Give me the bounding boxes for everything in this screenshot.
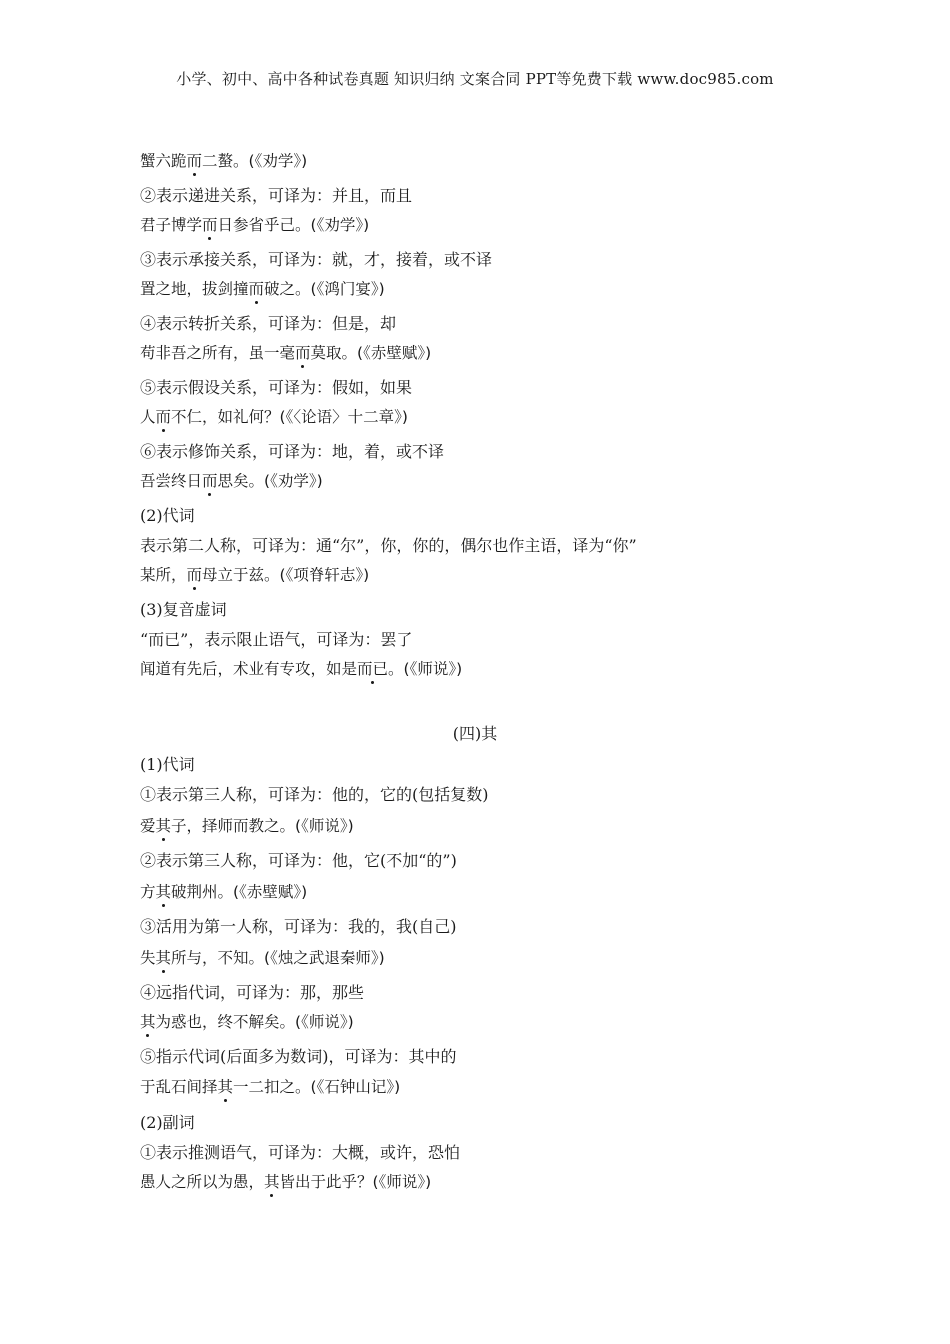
page-header: 小学、初中、高中各种试卷真题 知识归纳 文案合同 PPT等免费下载 www.doc985.com	[176, 70, 774, 88]
emphasis-char: 其	[264, 1173, 280, 1191]
emphasis-char: 其	[155, 817, 172, 835]
section-title: (四)其	[452, 724, 498, 743]
example-sentence: 蟹六跪而二螯。(《劝学》)	[140, 152, 308, 170]
usage-note: ⑤指示代词(后面多为数词)，可译为：其中的	[140, 1047, 457, 1066]
usage-note: ⑥表示修饰关系，可译为：地，着，或不译	[140, 442, 445, 461]
emphasis-char: 其	[217, 1078, 234, 1096]
subsection-heading: (2)副词	[140, 1113, 195, 1132]
emphasis-char: 而	[202, 472, 218, 490]
subsection-heading: (1)代词	[140, 755, 195, 774]
emphasis-char: 而已	[357, 660, 389, 678]
subsection-heading: (2)代词	[140, 506, 195, 525]
usage-note: “而已”，表示限止语气，可译为：罢了	[140, 630, 413, 649]
emphasis-char: 而	[295, 344, 311, 362]
usage-note: ④远指代词，可译为：那，那些	[140, 983, 365, 1002]
usage-note: ③活用为第一人称，可译为：我的，我(自己)	[140, 917, 457, 936]
example-sentence: 置之地，拔剑撞而破之。(《鸿门宴》)	[140, 280, 385, 298]
usage-note: ④表示转折关系，可译为：但是，却	[140, 314, 397, 333]
emphasis-char: 其	[155, 949, 172, 967]
example-sentence: 人而不仁，如礼何？(《〈论语〉十二章》)	[140, 408, 408, 426]
usage-note: 表示第二人称，可译为：通“尔”，你，你的，偶尔也作主语，译为“你”	[140, 536, 637, 555]
example-sentence: 爱其子，择师而教之。(《师说》)	[140, 817, 354, 835]
example-sentence: 吾尝终日而思矣。(《劝学》)	[140, 472, 323, 490]
example-sentence: 苟非吾之所有，虽一毫而莫取。(《赤壁赋》)	[140, 344, 432, 362]
usage-note: ①表示推测语气，可译为：大概，或许，恐怕	[140, 1143, 461, 1162]
emphasis-char: 而	[186, 566, 203, 584]
example-sentence: 方其破荆州。(《赤壁赋》)	[140, 883, 308, 901]
example-sentence: 其为惑也，终不解矣。(《师说》)	[140, 1013, 354, 1031]
example-sentence: 愚人之所以为愚，其皆出于此乎？(《师说》)	[140, 1173, 432, 1191]
emphasis-char: 其	[155, 883, 172, 901]
usage-note: ②表示递进关系，可译为：并且，而且	[140, 186, 413, 205]
example-sentence: 闻道有先后，术业有专攻，如是而已。(《师说》)	[140, 660, 463, 678]
usage-note: ①表示第三人称，可译为：他的，它的(包括复数)	[140, 785, 489, 804]
emphasis-char: 而	[248, 280, 265, 298]
subsection-heading: (3)复音虚词	[140, 600, 227, 619]
emphasis-char: 而	[186, 152, 203, 170]
emphasis-char: 而	[202, 216, 218, 234]
example-sentence: 某所，而母立于兹。(《项脊轩志》)	[140, 566, 370, 584]
example-sentence: 失其所与，不知。(《烛之武退秦师》)	[140, 949, 385, 967]
emphasis-char: 而	[155, 408, 172, 426]
emphasis-char: 其	[140, 1013, 156, 1031]
example-sentence: 于乱石间择其一二扣之。(《石钟山记》)	[140, 1078, 401, 1096]
usage-note: ⑤表示假设关系，可译为：假如，如果	[140, 378, 413, 397]
example-sentence: 君子博学而日参省乎己。(《劝学》)	[140, 216, 370, 234]
usage-note: ③表示承接关系，可译为：就，才，接着，或不译	[140, 250, 493, 269]
usage-note: ②表示第三人称，可译为：他，它(不加“的”)	[140, 851, 457, 870]
